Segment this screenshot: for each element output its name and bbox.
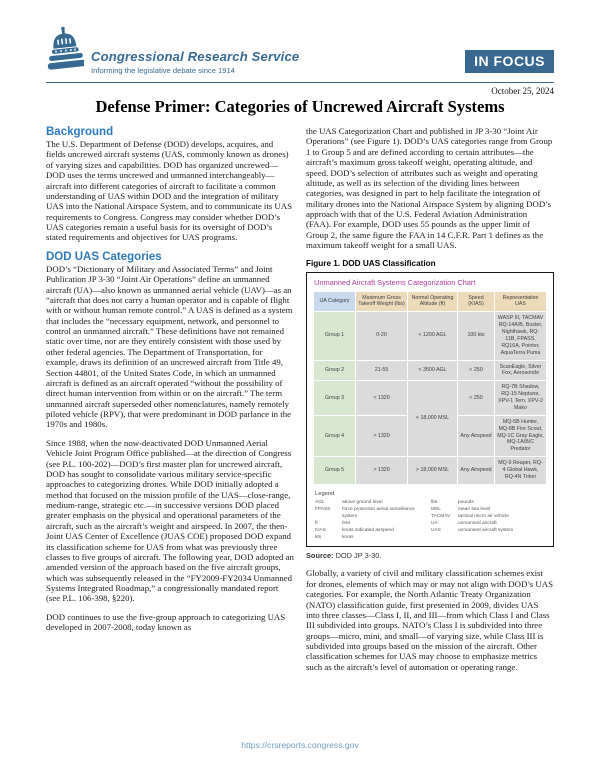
uas-category-cell: Group 3	[314, 381, 355, 415]
column-header-speed: Speed (KIAS)	[458, 292, 494, 312]
legend-definition: pounds	[458, 499, 474, 505]
legend-left-column	[315, 500, 431, 542]
legend-entry	[431, 514, 547, 521]
column-header-altitude: Normal Operating Altitude (ft)	[408, 292, 457, 312]
chart-title: Unmanned Aircraft Systems Categorization Chart	[314, 277, 476, 287]
uas-classification-table	[313, 291, 547, 485]
uas-table-body	[314, 312, 546, 484]
legend-title: Legend	[315, 490, 335, 497]
column-header-weight: Maximum Gross Takeoff Weight (lbs)	[356, 292, 407, 312]
uas-category-cell: Group 5	[314, 457, 355, 484]
figure-box	[306, 272, 554, 548]
crs-logo	[46, 26, 299, 75]
section-heading-background: Background	[46, 126, 114, 138]
figure-caption: Figure 1. DOD UAS Classification	[306, 258, 436, 268]
uas-representative-cell: ScanEagle, Silver Fox, Aerosonde	[495, 361, 546, 381]
uas-representative-cell: RQ-7B Shadow, RQ-15 Neptune, XPV-1 Tern, XPV-2 Mako	[495, 381, 546, 415]
legend-entry	[315, 521, 431, 528]
legend-definition: tactical micro air vehicle	[458, 513, 509, 519]
source-text: DOD JP 3-30.	[333, 551, 382, 561]
legend-entry	[431, 521, 547, 528]
header-rule	[46, 82, 554, 83]
capitol-dome-icon	[46, 26, 84, 75]
uas-speed-cell: Any Airspeed	[458, 416, 494, 456]
legend-abbr: TACMAV	[431, 513, 451, 519]
body-paragraph: DOD continues to use the five-group approach to categorizing UAS developed in 2007-2008, today known as	[46, 611, 286, 633]
uas-representative-cell: MQ-9 Reaper, RQ-4 Global Hawk, RQ-4N Triton	[495, 457, 546, 484]
body-paragraph: Globally, a variety of civil and military classification schemes exist for drones, elements of which may or may not align with DOD’s UAS categories. For example, the North Atlantic Treaty Organization (NATO) classification guide, first presented in 2009, divides UAS into three classes—Class I, II, and III—from which Class I and Class III subdivided into groups. NATO’s Class I is subdivided into three groups—micro, mini, and small—of varying size, while Class III is subdivided into groups based on the mission of the aircraft. Other classification schemes for UAS may choose to emphasize metrics such as the aircraft’s level of automation or operating range.	[306, 568, 554, 672]
org-name: Congressional Research Service	[91, 49, 300, 64]
uas-weight-cell: > 1320	[356, 457, 407, 484]
figure-source	[306, 551, 554, 560]
legend-definition: mean sea level	[458, 506, 491, 512]
legend-abbr: AGL	[315, 499, 325, 505]
legend-entry	[315, 507, 431, 521]
legend-definition: unmanned aircraft	[458, 520, 497, 526]
legend-entry	[315, 528, 431, 535]
legend-entry	[431, 528, 547, 535]
figure-legend	[313, 491, 547, 542]
legend-abbr: UAS	[431, 527, 441, 533]
source-label: Source:	[306, 551, 334, 561]
legend-abbr: MSL	[431, 506, 441, 512]
legend-entry	[431, 500, 547, 507]
uas-table-row	[314, 312, 546, 359]
uas-speed-cell: < 250	[458, 361, 494, 381]
uas-weight-cell: > 1320	[356, 416, 407, 456]
left-column	[46, 126, 294, 680]
uas-table-header-row	[314, 292, 546, 312]
legend-abbr: lbs	[431, 499, 438, 505]
in-focus-badge: IN FOCUS	[465, 50, 554, 73]
uas-speed-cell: 100 kts	[458, 312, 494, 359]
body-paragraph: Since 1988, when the now-deactivated DOD Unmanned Aerial Vehicle Joint Program Office published—at the direction of Congress (see P.L. 100-202)—DOD’s first master plan for uncrewed aircraft, DOD has sought to consolidate various military service-specific approaches to categorizing drones. While DOD initially adopted a method that focused on the mission profile of the UAS—close-range, medium-range, strategic etc.—in successive versions DOD placed greater emphasis on the physical and operational parameters of the aircraft, such as the aircraft’s weight and airspeed. In 2007, the then-Joint UAS Center of Excellence (JUAS COE) proposed DOD expand its classification scheme for UAS from what was previously three classes to five groups of aircraft. The following year, DOD adopted an amended version of the approach based on the five aircraft groups, which was subsequently released in the “FY2009-FY2034 Unmanned Systems Integrated Roadmap,” a congressionally mandated report (see P.L. 106-398, §220).	[46, 437, 294, 604]
uas-category-cell: Group 2	[314, 361, 355, 381]
legend-definition: knots	[342, 534, 354, 540]
crs-reports-link[interactable]: https://crsreports.congress.gov	[241, 740, 359, 750]
uas-weight-cell: 21-55	[356, 361, 407, 381]
body-paragraph: The U.S. Department of Defense (DOD) develops, acquires, and fields uncrewed aircraft systems (UAS, commonly known as drones) of varying sizes and capabilities. DOD has organized uncrewed—DOD uses the terms uncrewed and unmanned interchangeably—aircraft into different categories of aircraft to facilitate a common understanding of UAS within DOD and the integration of military UAS into the National Airspace System, and to communicate its UAS requirements to Congress. Congress may consider whether DOD’s UAS categories remain a useful basis for its oversight of DOD’s stated requirements and objectives for UAS programs.	[46, 139, 293, 243]
uas-weight-cell: 0-20	[356, 312, 407, 359]
legend-definition: above ground level	[342, 499, 383, 505]
column-header-representative-uas: Representative UAS	[495, 292, 546, 312]
uas-table-row	[314, 361, 546, 381]
legend-entry	[315, 535, 431, 542]
uas-altitude-cell: < 3500 AGL	[408, 361, 457, 381]
uas-representative-cell: MQ-5B Hunter, MQ-8B Fire Scout, MQ-1C Gray Eagle, MQ-1A/B/C Predator	[495, 416, 546, 456]
uas-table-row	[314, 457, 546, 484]
uas-altitude-cell: > 18,000 MSL	[408, 457, 457, 484]
org-tagline: Informing the legislative debate since 1914	[91, 66, 235, 75]
legend-entry	[431, 507, 547, 514]
uas-table-row	[314, 381, 546, 415]
legend-abbr: FPASS	[315, 506, 331, 512]
column-header-ua-category: UA Category	[314, 292, 355, 312]
legend-abbr: UA	[431, 520, 438, 526]
uas-altitude-cell: < 1200 AGL	[408, 312, 457, 359]
legend-entry	[315, 500, 431, 507]
uas-category-cell: Group 1	[314, 312, 355, 359]
legend-definition: force protection aerial surveillance system	[342, 506, 415, 519]
right-column	[306, 126, 554, 680]
uas-speed-cell: Any Airspeed	[458, 457, 494, 484]
body-paragraph: DOD’s “Dictionary of Military and Associated Terms” and Joint Publication JP 3-30 “Joint Air Operations” define an unmanned aircraft (UA)—also known as unmanned aerial vehicle (UAV)—as an “aircraft that does not carry a human operator and is capable of flight with or without human remote control.” A UAS is defined as a system that includes the “necessary equipment, network, and personnel to control an unmanned aircraft.” These definitions have not remained static over time, nor are they entirely consistent with those used by other federal agencies. The Department of Transportation, for example, draws its definition of an uncrewed aircraft from Title 49, Section 44801, of the United States Code, in which an unmanned aircraft is defined as an aircraft operated “without the possibility of direct human intervention from within or on the aircraft.” The term unmanned aircraft superseded other nomenclatures, namely remotely piloted vehicle (RPV), that were predominant in DOD parlance in the 1970s and 1980s.	[46, 263, 293, 430]
uas-altitude-cell: < 18,000 MSL	[408, 381, 457, 456]
uas-weight-cell: < 1320	[356, 381, 407, 415]
legend-right-column	[431, 500, 547, 542]
uas-category-cell: Group 4	[314, 416, 355, 456]
legend-abbr: KIAS	[315, 527, 326, 533]
legend-definition: unmanned aircraft system	[458, 527, 514, 533]
uas-representative-cell: WASP III, TACMAV RQ-14A/B, Buster, Nighthawk, RQ-11B, FPASS, RQ16A, Pointer, AquaTerra Puma	[495, 312, 546, 359]
legend-abbr: ft	[315, 520, 318, 526]
legend-definition: feet	[342, 520, 351, 526]
document-header	[46, 26, 554, 75]
uas-speed-cell: < 250	[458, 381, 494, 415]
legend-abbr: kts	[315, 534, 322, 540]
body-paragraph: the UAS Categorization Chart and published in JP 3-30 “Joint Air Operations” (see Figure 1). DOD’s UAS categories range from Group 1 to Group 5 and are defined according to certain attributes—the aircraft’s maximum gross takeoff weight, operating altitude, and speed. DOD’s selection of attributes such as weight and operating altitude, as well as its selection of the dividing lines between categories, was designed in part to help facilitate the integration of military drones into the National Airspace System by aligning DOD’s approach with that of the U.S. Federal Aviation Administration (FAA). For example, DOD uses 55 pounds as the upper limit of Group 2, the same figure the FAA in 14 C.F.R. Part 1 defines as the maximum takeoff weight for a small UAS.	[306, 126, 553, 251]
section-heading-dod-uas-categories: DOD UAS Categories	[46, 250, 162, 263]
page-footer	[0, 735, 600, 753]
document-title: Defense Primer: Categories of Uncrewed Aircraft Systems	[95, 97, 505, 116]
legend-definition: knots indicated airspeed	[342, 527, 394, 533]
publication-date: October 25, 2024	[491, 86, 554, 96]
two-column-layout	[46, 126, 554, 680]
